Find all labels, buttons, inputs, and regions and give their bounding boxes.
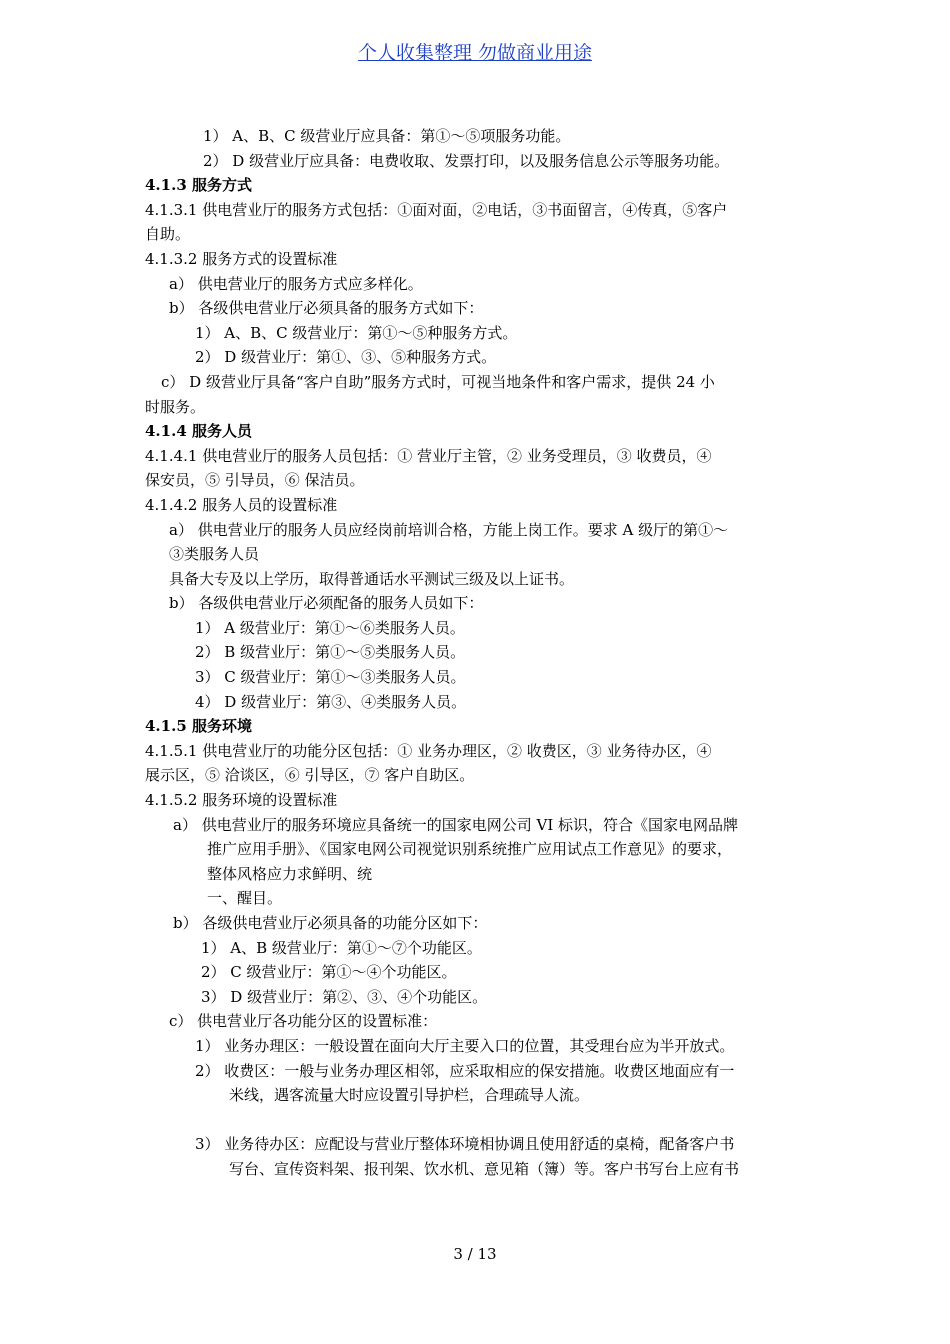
text-line: b） 各级供电营业厅必须具备的服务方式如下： bbox=[169, 299, 484, 318]
text-line: 1） A、B 级营业厅：第①～⑦个功能区。 bbox=[201, 938, 482, 957]
text-line: c） D 级营业厅具备“客户自助”服务方式时，可视当地条件和客户需求，提供 24 小 bbox=[161, 372, 715, 391]
document-body bbox=[145, 124, 805, 1182]
section-heading: 4.1.4 服务人员 bbox=[145, 422, 252, 441]
text-line bbox=[145, 1108, 805, 1133]
text-line: 整体风格应力求鲜明、统 bbox=[207, 864, 373, 883]
text-line: 1） A、B、C 级营业厅：第①～⑤种服务方式。 bbox=[195, 323, 518, 342]
text-line: 4.1.5.2 服务环境的设置标准 bbox=[145, 791, 338, 810]
page-number: 3 / 13 bbox=[453, 1245, 497, 1263]
text-line: 展示区，⑤ 洽谈区，⑥ 引导区，⑦ 客户自助区。 bbox=[145, 766, 475, 785]
text-line: 1） A、B、C 级营业厅应具备：第①～⑤项服务功能。 bbox=[203, 127, 571, 145]
text-line: 保安员，⑤ 引导员，⑥ 保洁员。 bbox=[145, 471, 365, 490]
text-line: 4.1.3.1 供电营业厅的服务方式包括：①面对面，②电话，③书面留言，④传真，⑤客户 bbox=[145, 200, 728, 219]
text-line: 2） D 级营业厅：第①、③、⑤种服务方式。 bbox=[195, 348, 497, 367]
text-line: 4.1.5.1 供电营业厅的功能分区包括：① 业务办理区，② 收费区，③ 业务待办区，④ bbox=[145, 741, 712, 760]
text-line: 3） D 级营业厅：第②、③、④个功能区。 bbox=[201, 987, 488, 1006]
text-line: a） 供电营业厅的服务人员应经岗前培训合格，方能上岗工作。要求 A 级厅的第①～ bbox=[169, 520, 729, 539]
text-line: 2） D 级营业厅应具备：电费收取、发票打印，以及服务信息公示等服务功能。 bbox=[203, 151, 730, 170]
text-line: a） 供电营业厅的服务环境应具备统一的国家电网公司 VI 标识，符合《国家电网品牌 bbox=[173, 815, 739, 834]
text-line: 一、醒目。 bbox=[207, 889, 283, 908]
text-line: a） 供电营业厅的服务方式应多样化。 bbox=[169, 274, 423, 293]
text-line: 4.1.3.2 服务方式的设置标准 bbox=[145, 249, 338, 268]
text-line: 时服务。 bbox=[145, 397, 206, 416]
text-line: ③类服务人员 bbox=[169, 545, 260, 564]
text-line: 4） D 级营业厅：第③、④类服务人员。 bbox=[195, 692, 467, 711]
text-line: 写台、宣传资料架、报刊架、饮水机、意见箱（簿）等。客户书写台上应有书 bbox=[229, 1159, 740, 1178]
text-line: b） 各级供电营业厅必须配备的服务人员如下： bbox=[169, 594, 484, 613]
section-heading: 4.1.5 服务环境 bbox=[145, 717, 252, 736]
text-line: 1） A 级营业厅：第①～⑥类服务人员。 bbox=[195, 618, 465, 637]
text-line: 1） 业务办理区：一般设置在面向大厅主要入口的位置，其受理台应为半开放式。 bbox=[195, 1036, 735, 1055]
text-line: 2） 收费区：一般与业务办理区相邻，应采取相应的保安措施。收费区地面应有一 bbox=[195, 1061, 735, 1080]
text-line: c） 供电营业厅各功能分区的设置标准： bbox=[169, 1012, 438, 1031]
text-line: 4.1.4.2 服务人员的设置标准 bbox=[145, 495, 338, 514]
text-line: 2） C 级营业厅：第①～④个功能区。 bbox=[201, 963, 457, 982]
text-line: 米线，遇客流量大时应设置引导护栏，合理疏导人流。 bbox=[229, 1086, 590, 1105]
text-line: b） 各级供电营业厅必须具备的功能分区如下： bbox=[173, 914, 488, 932]
text-line: 具备大专及以上学历，取得普通话水平测试三级及以上证书。 bbox=[169, 569, 575, 588]
text-line: 推广应用手册》、《国家电网公司视觉识别系统推广应用试点工作意见》的要求， bbox=[207, 840, 733, 859]
text-line: 2） B 级营业厅：第①～⑤类服务人员。 bbox=[195, 643, 466, 662]
text-line: 自助。 bbox=[145, 225, 191, 244]
text-line: 3） 业务待办区：应配设与营业厅整体环境相协调且使用舒适的桌椅，配备客户书 bbox=[195, 1135, 735, 1154]
page-header: 个人收集整理 勿做商业用途 bbox=[357, 42, 593, 64]
text-line: 4.1.4.1 供电营业厅的服务人员包括：① 营业厅主管，② 业务受理员，③ 收费员，④ bbox=[145, 446, 712, 465]
text-line: 3） C 级营业厅：第①～③类服务人员。 bbox=[195, 668, 466, 687]
section-heading: 4.1.3 服务方式 bbox=[145, 176, 252, 195]
